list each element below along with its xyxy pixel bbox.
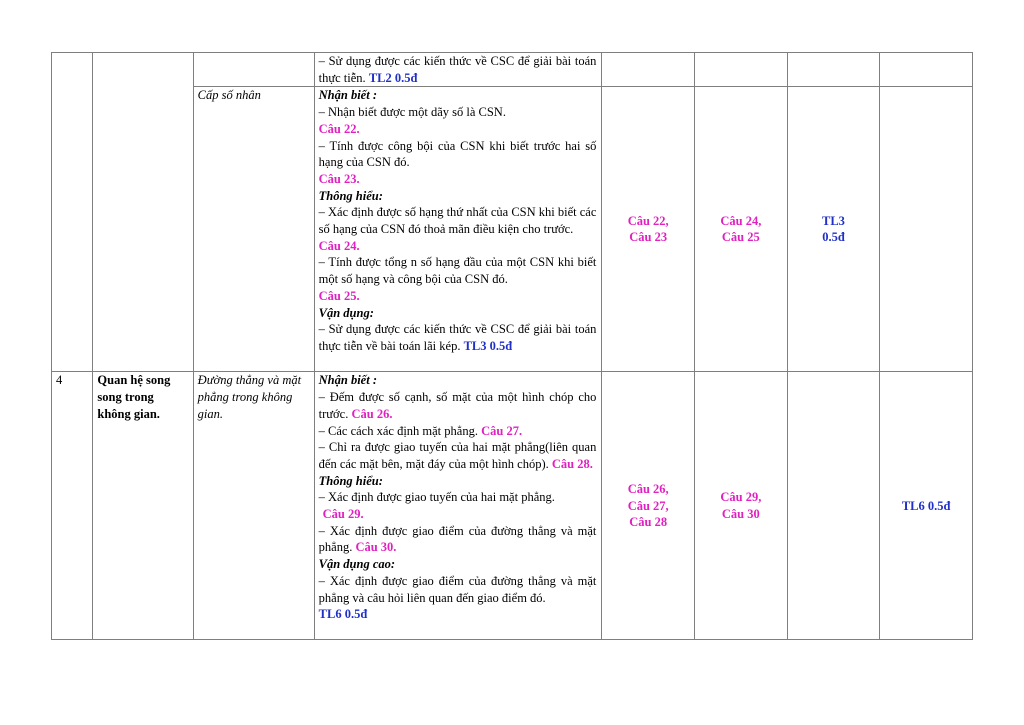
requirement-text: [319, 321, 597, 354]
cell-unit: Đường thẳng và mặt phẳng trong không gian.: [193, 372, 314, 640]
cell-application: [787, 372, 880, 640]
question-ref: Câu 26.: [351, 406, 393, 421]
cell-requirements: [314, 372, 602, 640]
question-ref: Câu 28.: [551, 456, 593, 471]
requirement-text: – Nhận biết được một dãy số là CSN.: [318, 105, 506, 120]
cell-comprehension: [695, 53, 788, 87]
essay-label: TL6 0.5đ: [901, 498, 951, 513]
knowledge-matrix-table: [51, 52, 973, 640]
level-heading-recognition: Nhận biết :: [318, 88, 377, 103]
cell-recognition: [602, 87, 695, 372]
essay-tag: TL6 0.5đ: [318, 607, 368, 622]
requirement-text: [319, 423, 597, 440]
question-label: Câu 23: [629, 230, 668, 245]
question-label: Câu 22,: [627, 213, 669, 228]
question-label: Câu 24,: [720, 213, 762, 228]
cell-unit: [193, 53, 314, 87]
cell-recognition: [602, 372, 695, 640]
level-heading-comprehension: Thông hiểu:: [318, 473, 383, 488]
cell-number: 4: [52, 372, 93, 640]
essay-score: 0.5đ: [822, 230, 845, 245]
question-ref: Câu 29.: [322, 507, 364, 522]
question-ref: Câu 24.: [318, 238, 360, 253]
question-ref: Câu 30.: [355, 540, 397, 555]
question-label: Câu 26,: [627, 481, 669, 496]
requirement-text: [319, 523, 597, 556]
question-ref: Câu 23.: [318, 171, 360, 186]
question-ref: Câu 25.: [318, 288, 360, 303]
requirement-line: – Sử dụng được các kiến thức về CSC để giải bài toán thực tiễn về bài toán lãi kép.: [318, 322, 597, 353]
essay-tag: TL2 0.5đ: [368, 70, 418, 85]
question-label: Câu 29,: [720, 490, 762, 505]
cell-comprehension: [695, 87, 788, 372]
cell-application: [787, 87, 880, 372]
question-label: Câu 28: [629, 515, 668, 530]
requirement-text: – Xác định được giao tuyến của hai mặt phẳng.: [318, 490, 555, 505]
cell-advanced-application: [880, 53, 973, 87]
essay-label: TL3: [822, 213, 845, 228]
cell-topic: Quan hệ song song trong không gian.: [93, 372, 193, 640]
requirement-line: – Xác định được giao điểm của đường thẳng và mặt phẳng.: [318, 523, 597, 555]
cell-comprehension: [695, 372, 788, 640]
requirement-line: – Chỉ ra được giao tuyến của hai mặt phẳng(liên quan đến các mặt bên, mặt đáy của một hình chóp).: [318, 440, 597, 471]
level-heading-recognition: Nhận biết :: [318, 373, 377, 388]
table-row: [52, 53, 973, 87]
question-ref: Câu 27.: [481, 423, 523, 438]
question-label: Câu 30: [721, 506, 760, 521]
cell-unit: Cấp số nhân: [193, 87, 314, 372]
question-ref: Câu 22.: [318, 121, 360, 136]
requirement-text: – Tính được công bội của CSN khi biết trước hai số hạng của CSN đó.: [318, 138, 597, 170]
cell-application: [787, 53, 880, 87]
level-heading-advanced-application: Vận dụng cao:: [318, 557, 396, 572]
essay-tag: TL3 0.5đ: [463, 338, 513, 353]
cell-number: [52, 53, 93, 372]
requirement-text: – Tính được tổng n số hạng đầu của một CSN khi biết một số hạng và công bội của CSN đó.: [318, 255, 597, 287]
cell-requirements: [314, 53, 602, 87]
cell-requirements: [314, 87, 602, 372]
question-label: Câu 27,: [627, 498, 669, 513]
requirement-text: – Sử dụng được các kiến thức về CSC để giải bài toán thực tiễn.: [318, 54, 597, 85]
requirement-text: – Xác định được giao điểm của đường thẳng và mặt phẳng và câu hỏi liên quan đến giao điểm đó.: [318, 573, 597, 605]
requirement-line: – Đếm được số cạnh, số mặt của một hình chóp cho trước.: [318, 390, 597, 421]
requirement-text: [319, 439, 597, 472]
level-heading-application: Vận dụng:: [318, 305, 374, 320]
requirement-text: – Xác định được số hạng thứ nhất của CSN khi biết các số hạng của CSN đó thoả mãn điều kiện cho trước.: [318, 205, 597, 237]
question-label: Câu 25: [721, 230, 760, 245]
level-heading-comprehension: Thông hiểu:: [318, 188, 383, 203]
requirement-text: [319, 389, 597, 422]
table-row: [52, 372, 973, 640]
cell-advanced-application: [880, 372, 973, 640]
requirement-line: – Các cách xác định mặt phẳng.: [318, 423, 478, 438]
cell-topic: [93, 53, 193, 372]
cell-recognition: [602, 53, 695, 87]
cell-advanced-application: [880, 87, 973, 372]
